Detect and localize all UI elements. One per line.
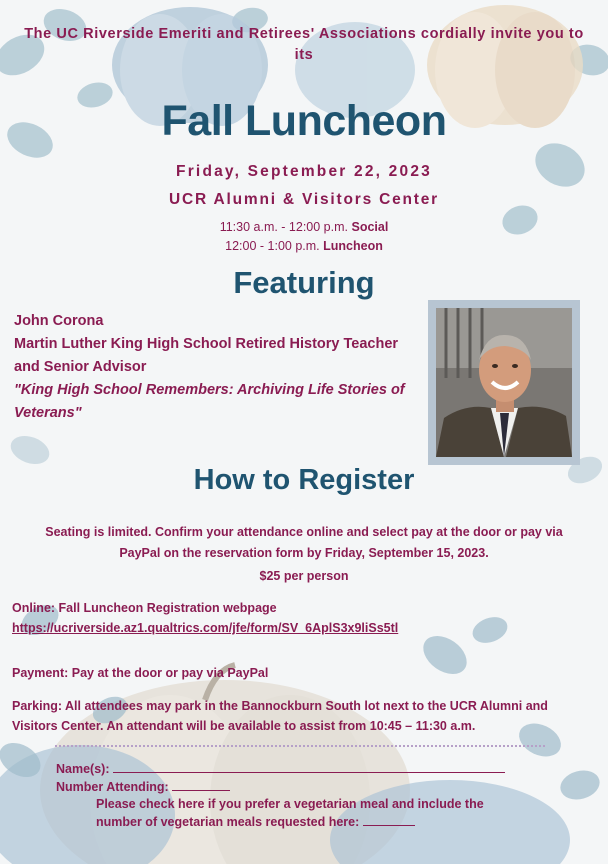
- schedule-label: Luncheon: [323, 239, 383, 253]
- registration-link[interactable]: https://ucriverside.az1.qualtrics.com/jfe/form/SV_6AplS3x9liSs5tl: [12, 621, 399, 635]
- invitation-text: The UC Riverside Emeriti and Retirees' Associations cordially invite you to its: [24, 26, 584, 63]
- event-venue: UCR Alumni & Visitors Center: [168, 191, 440, 208]
- payment-text: Payment: Pay at the door or pay via PayPal: [12, 666, 269, 680]
- schedule-item: [0, 220, 608, 234]
- number-attending-field[interactable]: [172, 778, 230, 791]
- speaker-title: Martin Luther King High School Retired History Teacher and Senior Advisor: [14, 336, 399, 375]
- vegetarian-row: [56, 796, 526, 831]
- register-heading: How to Register: [193, 464, 415, 496]
- price-text: $25 per person: [259, 569, 349, 583]
- event-title: Fall Luncheon: [161, 97, 447, 145]
- schedule-time: 11:30 a.m. - 12:00 p.m.: [219, 220, 348, 234]
- online-registration: [12, 598, 398, 638]
- names-label: Name(s):: [56, 762, 110, 776]
- vegetarian-text: Please check here if you prefer a vegetarian meal and include the number of vegetarian meals requested here:: [96, 797, 484, 829]
- vegetarian-count-field[interactable]: [363, 813, 415, 826]
- schedule-item: [0, 239, 608, 253]
- seating-note: Seating is limited. Confirm your attendance online and select pay at the door or pay via PayPal on the reservation form by Friday, September 15, 2023.: [45, 525, 563, 560]
- featuring-heading: Featuring: [233, 265, 375, 300]
- speaker-portrait-icon: [436, 308, 572, 457]
- speaker-photo: [428, 300, 580, 465]
- number-row: [56, 778, 526, 796]
- online-label: Online: Fall Luncheon Registration webpage: [12, 601, 277, 615]
- reservation-form: [56, 760, 526, 831]
- speaker-info: [14, 310, 419, 425]
- names-field[interactable]: [113, 760, 505, 773]
- event-date: Friday, September 22, 2023: [176, 163, 432, 180]
- dotted-divider: [55, 745, 545, 747]
- names-row: [56, 760, 526, 778]
- schedule-label: Social: [351, 220, 389, 234]
- talk-title: "King High School Remembers: Archiving Life Stories of Veterans": [14, 382, 405, 421]
- speaker-name: John Corona: [14, 313, 104, 329]
- schedule-time: 12:00 - 1:00 p.m.: [225, 239, 320, 253]
- parking-text: Parking: All attendees may park in the Bannockburn South lot next to the UCR Alumni and Visitors Center. An attendant will be available to assist from 10:45 – 11:30 a.m.: [12, 699, 548, 733]
- number-label: Number Attending:: [56, 780, 169, 794]
